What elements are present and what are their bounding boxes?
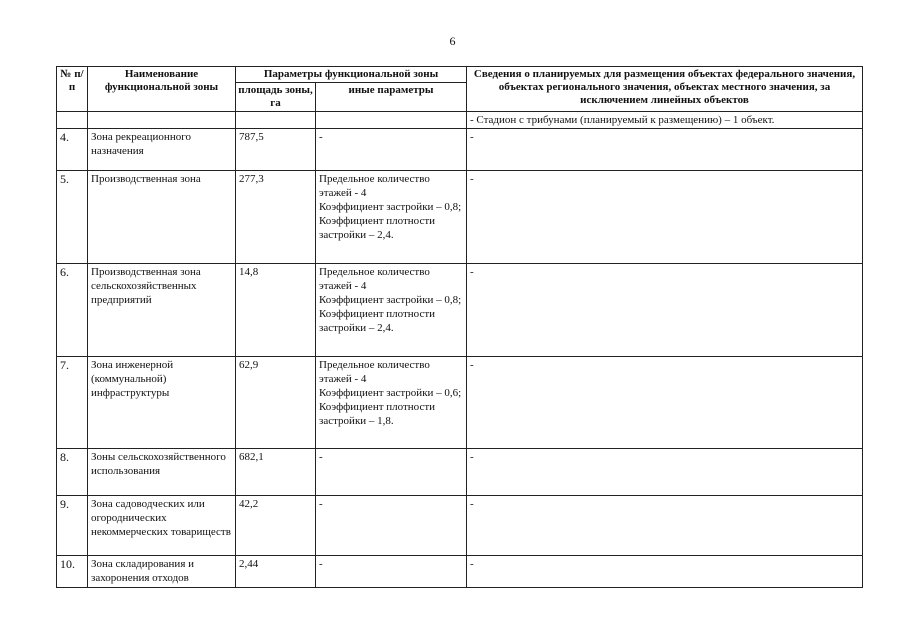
row-zone-name: Зона инженерной (коммунальной) инфраструктуры [88,357,236,449]
row-zone-name: Зона рекреационного назначения [88,129,236,171]
row-zone-name: Зоны сельскохозяйственного использования [88,449,236,496]
row-num: 10. [57,556,88,588]
row-objects: - [467,129,863,171]
header-other-params: иные параметры [316,83,467,112]
header-zone-name: Наименование функциональной зоны [88,67,236,112]
row-zone-name: Зона садоводческих или огороднических некоммерческих товариществ [88,496,236,556]
row-area: 682,1 [236,449,316,496]
row-objects: - [467,357,863,449]
table-row [57,264,863,357]
row-zone-name: Зона складирования и захоронения отходов [88,556,236,588]
row-objects: - [467,449,863,496]
continuation-objects: - Стадион с трибунами (планируемый к размещению) – 1 объект. [467,112,863,129]
row-zone-name: Производственная зона сельскохозяйственных предприятий [88,264,236,357]
row-other-params: - [316,129,467,171]
row-num: 9. [57,496,88,556]
row-num: 6. [57,264,88,357]
row-area: 787,5 [236,129,316,171]
row-area: 2,44 [236,556,316,588]
cell [88,112,236,129]
continuation-row [57,112,863,129]
row-zone-name: Производственная зона [88,171,236,264]
header-row-1 [57,67,863,83]
row-area: 14,8 [236,264,316,357]
row-objects: - [467,496,863,556]
row-other-params: - [316,449,467,496]
row-num: 4. [57,129,88,171]
header-planned-objects: Сведения о планируемых для размещения объектах федерального значения, объектах регионального значения, объектах местного значения, за исключением линейных объектов [467,67,863,112]
row-num: 7. [57,357,88,449]
row-num: 8. [57,449,88,496]
row-area: 42,2 [236,496,316,556]
header-params-group: Параметры функциональной зоны [236,67,467,83]
row-other-params: - [316,556,467,588]
row-objects: - [467,556,863,588]
row-other-params: Предельное количество этажей - 4 Коэффициент застройки – 0,6; Коэффициент плотности застройки – 1,8. [316,357,467,449]
cell [236,112,316,129]
row-objects: - [467,171,863,264]
table-row [57,357,863,449]
row-other-params: - [316,496,467,556]
functional-zones-table [56,66,863,588]
table-row [57,171,863,264]
table-row [57,129,863,171]
page-number: 6 [449,34,456,48]
table-row [57,496,863,556]
row-other-params: Предельное количество этажей - 4 Коэффициент застройки – 0,8; Коэффициент плотности застройки – 2,4. [316,264,467,357]
row-area: 62,9 [236,357,316,449]
row-num: 5. [57,171,88,264]
row-objects: - [467,264,863,357]
cell [316,112,467,129]
header-num: № п/п [57,67,88,112]
header-area: площадь зоны, га [236,83,316,112]
table-row [57,449,863,496]
row-other-params: Предельное количество этажей - 4 Коэффициент застройки – 0,8; Коэффициент плотности застройки – 2,4. [316,171,467,264]
table-row [57,556,863,588]
cell [57,112,88,129]
row-area: 277,3 [236,171,316,264]
